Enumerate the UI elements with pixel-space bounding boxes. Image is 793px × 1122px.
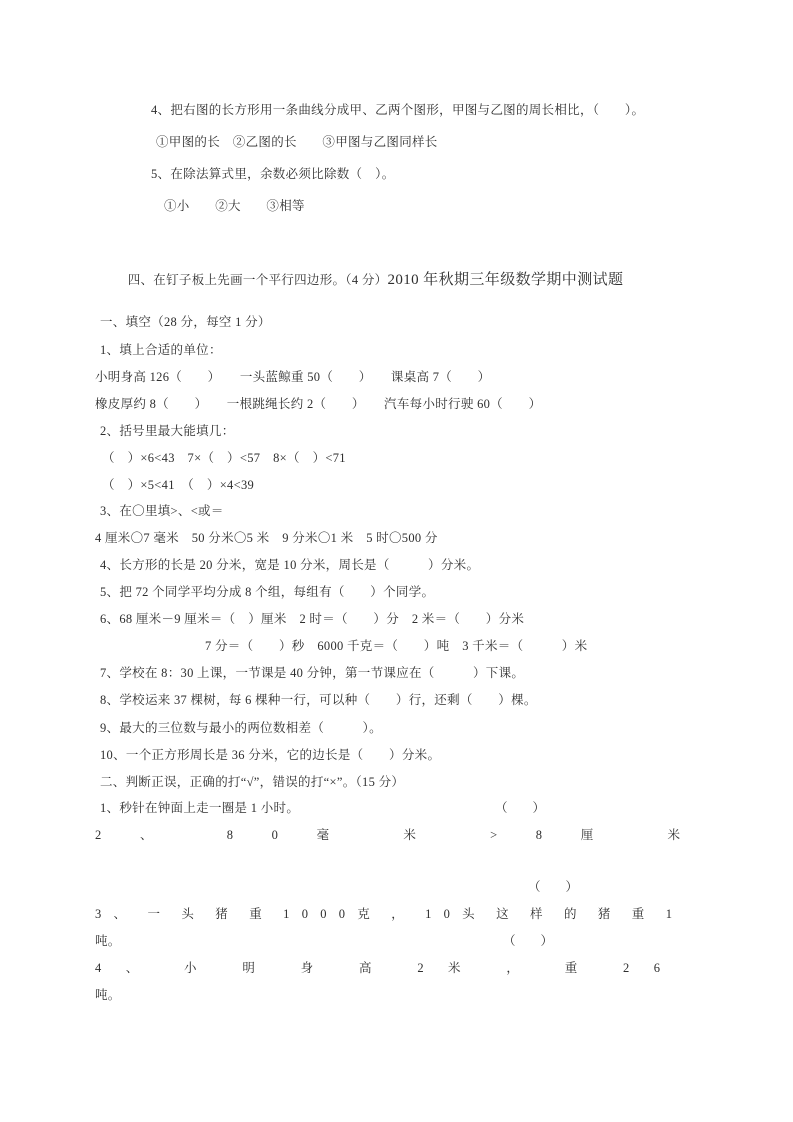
judge-q4-line-2: 吨。 [95, 988, 121, 1002]
fill-q2-line-1: （ ）×6<43 7×（ ）<57 8×（ ）<71 [102, 451, 346, 465]
fill-q4-line: 4、长方形的长是 20 分米，宽是 10 分米，周长是（ ）分米。 [100, 558, 480, 572]
judge-q3-answer-paren: （ ） [503, 934, 554, 948]
judge-q3-line-1: 3 、 一 头 猪 重 1 0 0 0 克 ， 1 0 头 这 样 的 猪 重 1 [95, 907, 672, 921]
fill-q7-line: 7、学校在 8：30 上课，一节课是 40 分钟，第一节课应在（ ）下课。 [100, 666, 525, 680]
fill-q1-units-line-1: 小明身高 126（ ） 一头蓝鲸重 50（ ） 课桌高 7（ ） [95, 370, 491, 384]
fill-q8-line: 8、学校运来 37 棵树，每 6 棵种一行，可以种（ ）行，还剩（ ）棵。 [100, 693, 537, 707]
fill-q1-units-line-2: 橡皮厚约 8（ ） 一根跳绳长约 2（ ） 汽车每小时行驶 60（ ） [95, 397, 542, 411]
fill-q3-compare-line: 4 厘米〇7 毫米 50 分米〇5 米 9 分米〇1 米 5 时〇500 分 [95, 531, 438, 545]
prev-q4-options: ①甲图的长 ②乙图的长 ③甲图与乙图同样长 [156, 135, 438, 149]
fill-q5-line: 5、把 72 个同学平均分成 8 个组，每组有（ ）个同学。 [100, 585, 435, 599]
judge-q1-line: 1、秒针在钟面上走一圈是 1 小时。 [100, 801, 300, 815]
prev-q6-draw-instruction: 四、在钉子板上先画一个平行四边形。（4 分） [127, 273, 388, 287]
fill-q1-label: 1、填上合适的单位： [100, 343, 222, 357]
fill-q3-label: 3、在〇里填>、<或＝ [100, 504, 224, 518]
fill-section-heading: 一、填空（28 分，每空 1 分） [100, 315, 271, 329]
fill-q10-line: 10、一个正方形周长是 36 分米，它的边长是（ ）分米。 [100, 748, 441, 762]
fill-q6-line-2: 7 分＝（ ）秒 6000 千克＝（ ）吨 3 千米＝（ ）米 [205, 639, 588, 653]
prev-q4-line: 4、把右图的长方形用一条曲线分成甲、乙两个图形，甲图与乙图的周长相比，（ ）。 [151, 103, 645, 117]
judge-q2-answer-paren: （ ） [528, 880, 579, 894]
prev-q5-options: ①小 ②大 ③相等 [164, 199, 305, 213]
fill-q2-line-2: （ ）×5<41 （ ）×4<39 [102, 478, 255, 492]
prev-q6-and-title-line [114, 256, 623, 304]
judge-q3-line-2: 吨。 [95, 934, 121, 948]
judge-q4-line-1: 4 、 小 明 身 高 2 米 ， 重 2 6 [95, 961, 660, 975]
judge-q2-line: 2 、 8 0 毫 米 > 8 厘 米 [95, 828, 680, 842]
prev-q5-line: 5、在除法算式里，余数必须比除数（ ）。 [151, 167, 395, 181]
fill-q9-line: 9、最大的三位数与最小的两位数相差（ ）。 [100, 721, 382, 735]
test-paper-title: 2010 年秋期三年级数学期中测试题 [387, 272, 624, 288]
judge-q1-answer-paren: （ ） [495, 801, 546, 815]
fill-q6-line-1: 6、68 厘米－9 厘米＝（ ）厘米 2 时＝（ ）分 2 米＝（ ）分米 [100, 612, 525, 626]
judge-section-heading: 二、判断正误，正确的打“√”，错误的打“×”。（15 分） [100, 775, 405, 789]
fill-q2-label: 2、括号里最大能填几： [100, 424, 235, 438]
